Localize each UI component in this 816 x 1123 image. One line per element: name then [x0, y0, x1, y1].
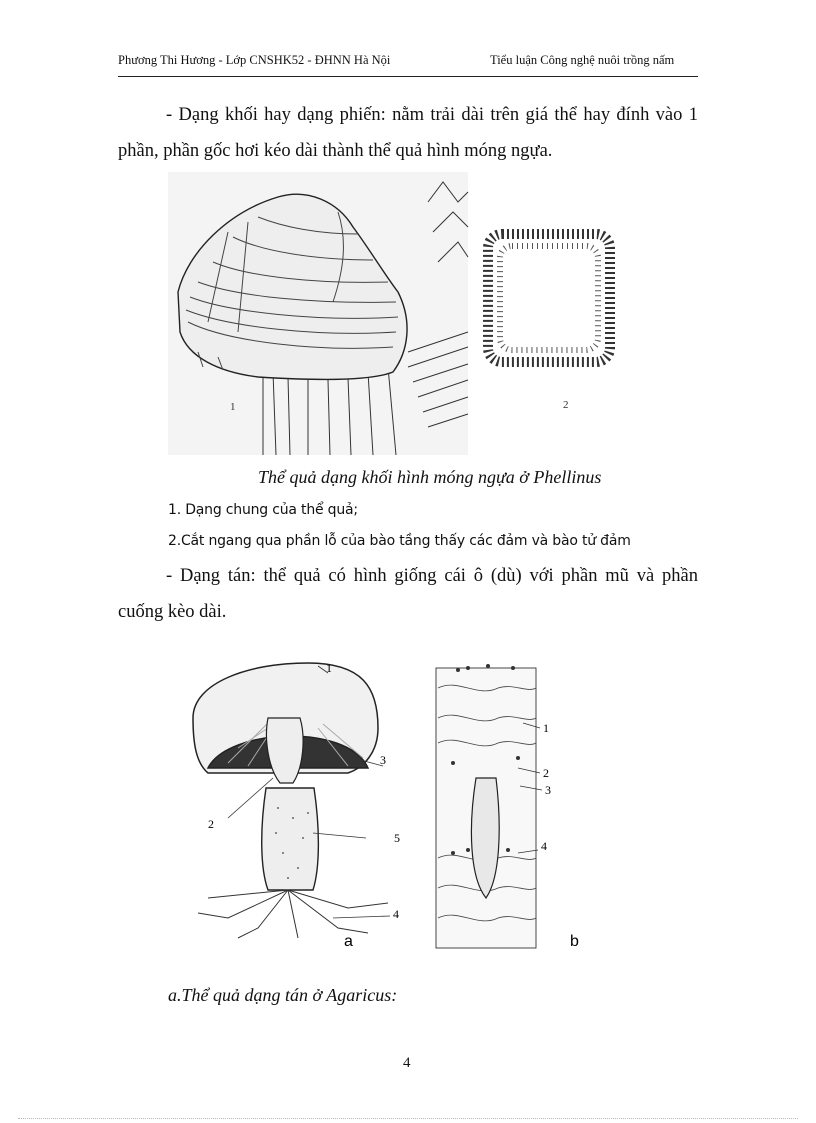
figure1-note-1: 1. Dạng chung của thể quả; — [168, 502, 358, 518]
figure-agaricus — [168, 628, 608, 958]
cross-section-part-4: 4 — [541, 839, 547, 853]
paragraph-block-form: - Dạng khối hay dạng phiến: nằm trải dài trên giá thể hay đính vào 1 phần, phần gốc hơi kéo dài thành thể quả hình móng ngựa. — [118, 105, 698, 161]
agaricus-part-4: 4 — [393, 907, 399, 921]
figure1-label-1: 1 — [230, 401, 236, 413]
figure1-caption: Thể quả dạng khối hình móng ngựa ở Phellinus — [258, 467, 602, 487]
figure2-caption: a.Thể quả dạng tán ở Agaricus: — [168, 985, 398, 1005]
figure1-label-2: 2 — [563, 399, 569, 411]
paragraph-umbrella-form: - Dạng tán: thể quả có hình giống cái ô (dù) với phần mũ và phần cuống kèo dài. — [118, 566, 698, 622]
cross-section-part-2: 2 — [543, 766, 549, 780]
page-bottom-border — [18, 1118, 798, 1119]
cross-section-part-1: 1 — [543, 721, 549, 735]
agaricus-illustration — [168, 628, 608, 958]
agaricus-part-3: 3 — [380, 753, 386, 767]
figure2-label-a: a — [344, 933, 353, 950]
header-divider — [118, 76, 698, 77]
header-right: Tiểu luận Công nghệ nuôi trồng nấm — [490, 53, 675, 67]
page-number: 4 — [403, 1055, 411, 1071]
agaricus-part-2: 2 — [208, 817, 214, 831]
header-left: Phương Thi Hương - Lớp CNSHK52 - ĐHNN Hà Nội — [118, 53, 391, 67]
phellinus-illustration — [168, 172, 648, 455]
figure-phellinus — [168, 172, 648, 455]
cross-section-part-3: 3 — [545, 783, 551, 797]
figure2-label-b: b — [570, 933, 579, 950]
figure1-note-2: 2.Cắt ngang qua phần lỗ của bào tầng thấy các đảm và bào tử đảm — [168, 533, 631, 549]
agaricus-part-5: 5 — [394, 831, 400, 845]
agaricus-part-1: 1 — [326, 661, 332, 675]
